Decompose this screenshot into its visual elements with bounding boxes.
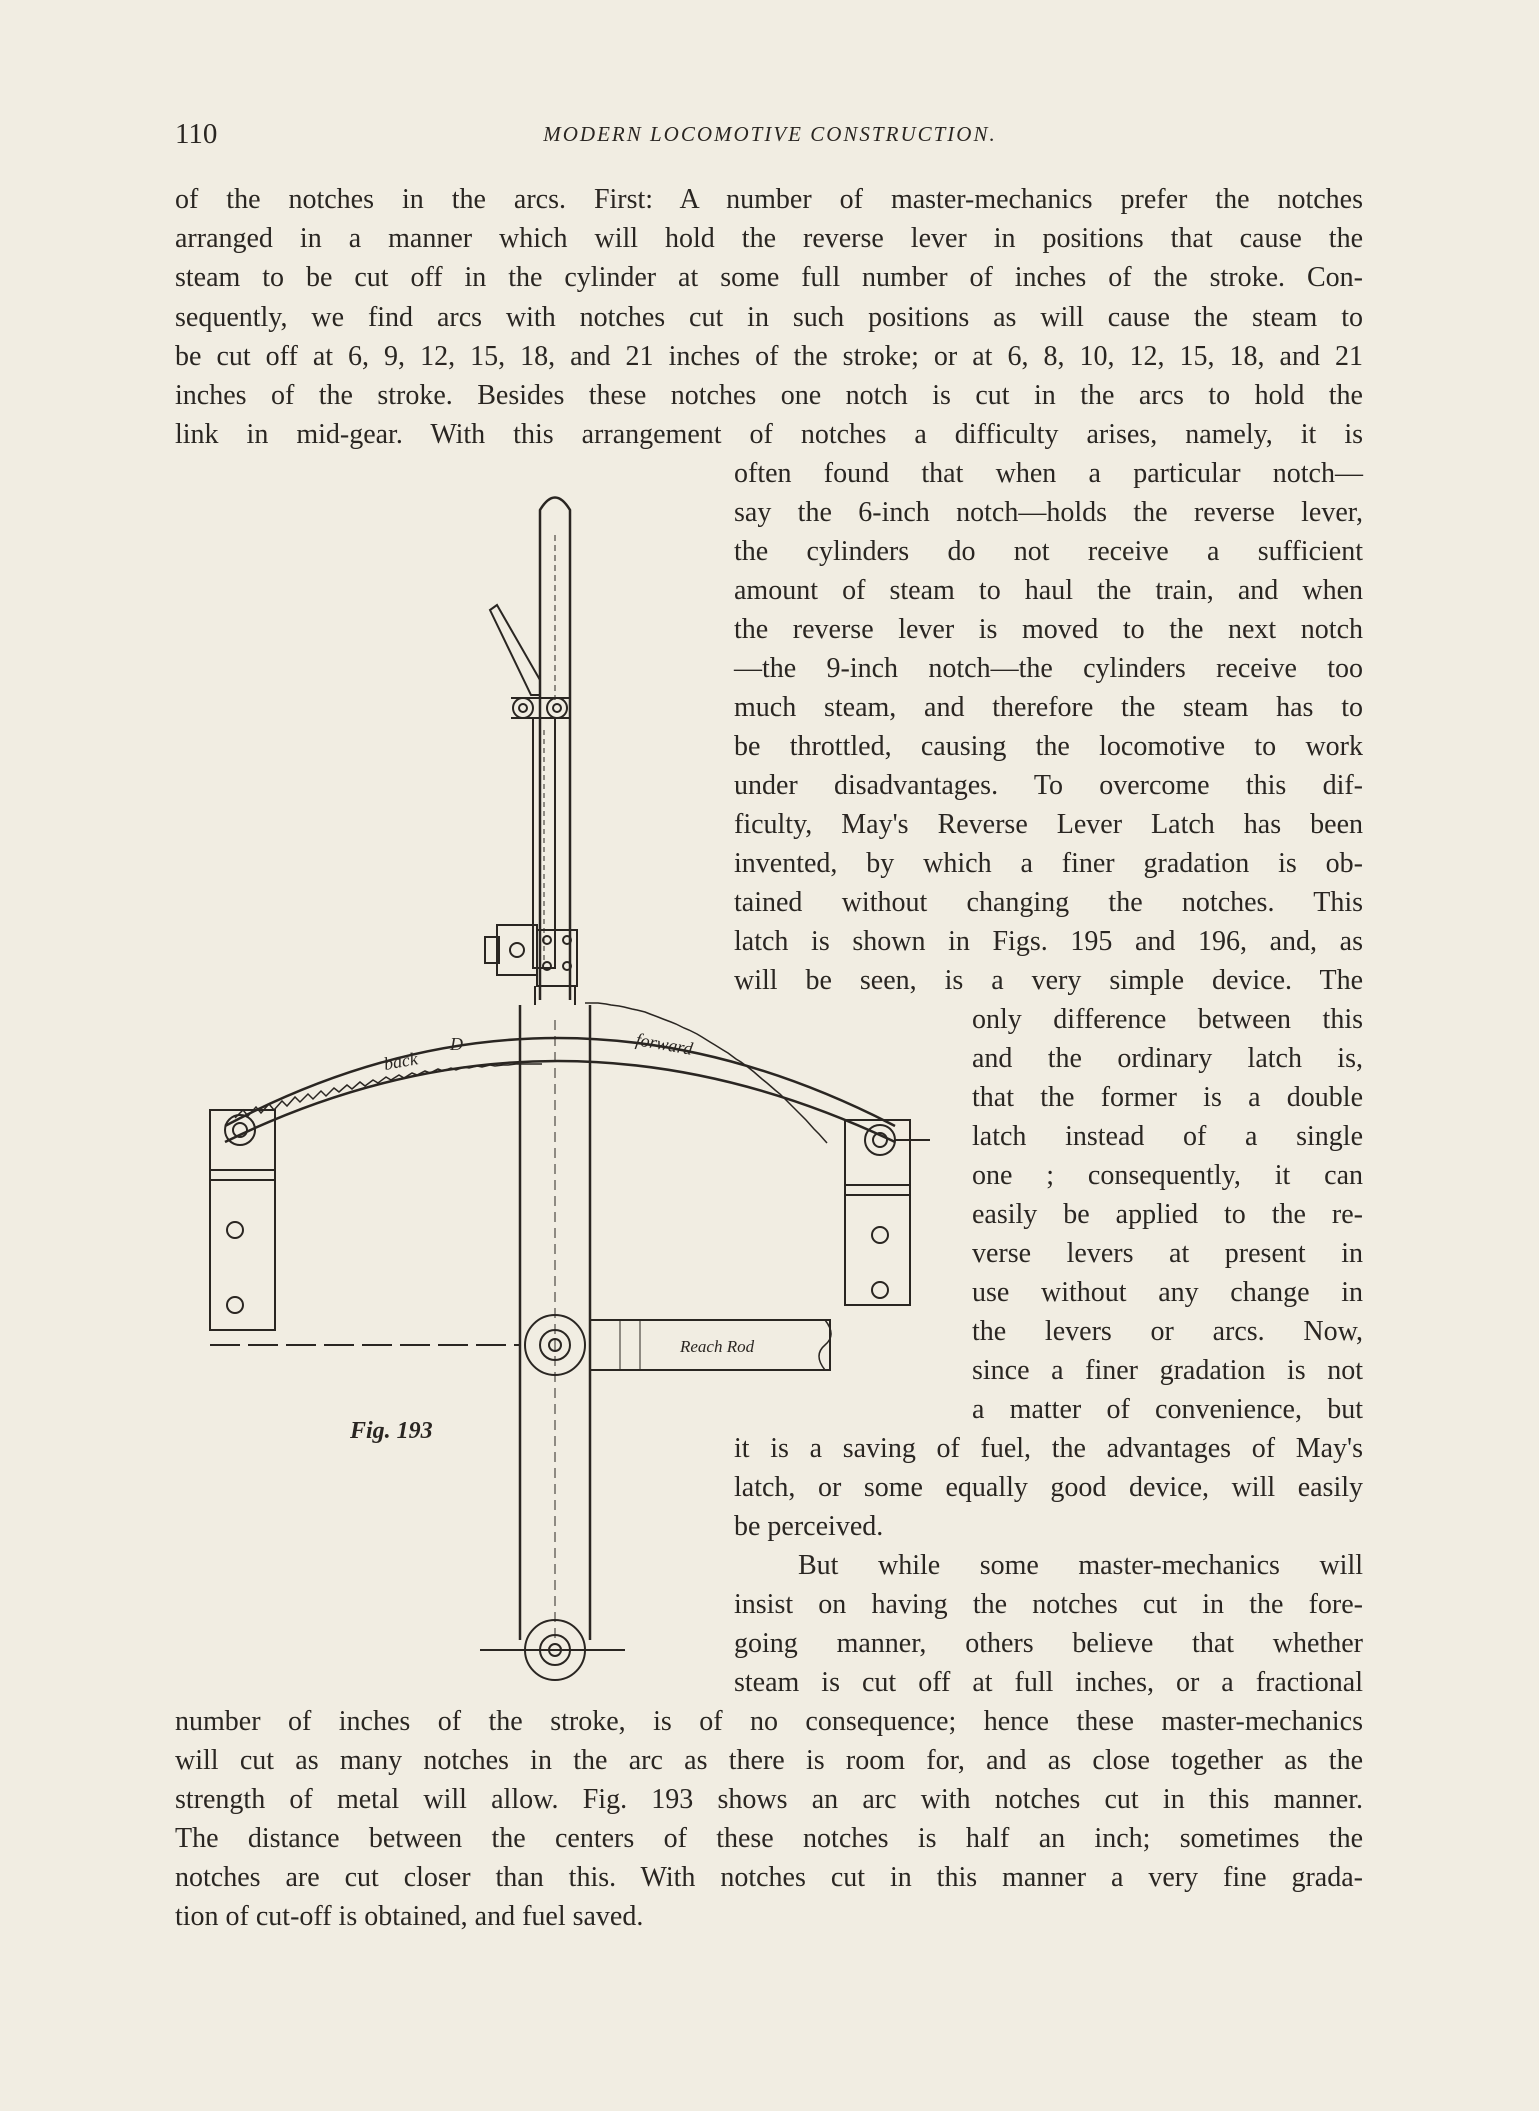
text-line: use without any change in xyxy=(972,1277,1363,1308)
text-line: But while some master-mechanics will xyxy=(798,1550,1363,1581)
page-header xyxy=(175,118,1365,158)
text-line: only difference between this xyxy=(972,1004,1363,1035)
text-line: a matter of convenience, but xyxy=(972,1394,1363,1425)
text-line: verse levers at present in xyxy=(972,1238,1363,1269)
text-line: ficulty, May's Reverse Lever Latch has been xyxy=(734,809,1363,840)
text-line: inches of the stroke. Besides these notches one notch is cut in the arcs to hold the xyxy=(175,380,1363,411)
label-d: D xyxy=(450,1034,463,1054)
text-line: steam to be cut off in the cylinder at some full number of inches of the stroke. Con- xyxy=(175,262,1363,293)
text-line: insist on having the notches cut in the fore- xyxy=(734,1589,1363,1620)
text-line: easily be applied to the re- xyxy=(972,1199,1363,1230)
running-title: MODERN LOCOMOTIVE CONSTRUCTION. xyxy=(543,122,997,146)
text-line: sequently, we find arcs with notches cut in such positions as will cause the steam to xyxy=(175,302,1363,333)
latch-handle xyxy=(490,605,540,695)
text-line: will be seen, is a very simple device. The xyxy=(734,965,1363,996)
text-line: —the 9-inch notch—the cylinders receive too xyxy=(734,653,1363,684)
text-line: the levers or arcs. Now, xyxy=(972,1316,1363,1347)
text-line: steam is cut off at full inches, or a fractional xyxy=(734,1667,1363,1698)
notched-arc xyxy=(225,1038,895,1126)
label-reach-rod: Reach Rod xyxy=(680,1337,755,1356)
text-line: latch, or some equally good device, will easily xyxy=(734,1472,1363,1503)
text-line: arranged in a manner which will hold the reverse lever in positions that cause the xyxy=(175,223,1363,254)
text-line: invented, by which a finer gradation is ob- xyxy=(734,848,1363,879)
text-line: latch instead of a single xyxy=(972,1121,1363,1152)
text-line: number of inches of the stroke, is of no consequence; hence these master-mechanics xyxy=(175,1706,1363,1737)
text-line: amount of steam to haul the train, and when xyxy=(734,575,1363,606)
text-line: notches are cut closer than this. With notches cut in this manner a very fine grada- xyxy=(175,1862,1363,1893)
text-line: tained without changing the notches. This xyxy=(734,887,1363,918)
text-line: since a finer gradation is not xyxy=(972,1355,1363,1386)
text-line: it is a saving of fuel, the advantages of May's xyxy=(734,1433,1363,1464)
text-line: tion of cut-off is obtained, and fuel saved. xyxy=(175,1901,644,1932)
pin-icon xyxy=(513,698,533,718)
text-line: often found that when a particular notch— xyxy=(734,458,1363,489)
text-line: will cut as many notches in the arc as there is room for, and as close together as the xyxy=(175,1745,1363,1776)
text-line: link in mid-gear. With this arrangement of notches a difficulty arises, namely, it is xyxy=(175,419,1363,450)
text-line: be cut off at 6, 9, 12, 15, 18, and 21 inches of the stroke; or at 6, 8, 10, 12, 15, 18, and 21 xyxy=(175,341,1363,372)
text-line: say the 6-inch notch—holds the reverse lever, xyxy=(734,497,1363,528)
pin-icon xyxy=(547,698,567,718)
text-line: that the former is a double xyxy=(972,1082,1363,1113)
text-line: of the notches in the arcs. First: A number of master-mechanics prefer the notches xyxy=(175,184,1363,215)
text-line: one ; consequently, it can xyxy=(972,1160,1363,1191)
figure-caption: Fig. 193 xyxy=(350,1418,433,1444)
left-bracket xyxy=(210,1110,275,1330)
page-number: 110 xyxy=(175,118,218,150)
label-forward: forward xyxy=(634,1029,695,1059)
text-line: be perceived. xyxy=(734,1511,884,1542)
figure-reverse-lever-arc xyxy=(195,490,935,1700)
latch-block xyxy=(497,925,537,975)
text-line: the reverse lever is moved to the next notch xyxy=(734,614,1363,645)
text-line: the cylinders do not receive a sufficient xyxy=(734,536,1363,567)
label-back: back xyxy=(382,1048,420,1074)
text-line: latch is shown in Figs. 195 and 196, and, as xyxy=(734,926,1363,957)
text-line: much steam, and therefore the steam has to xyxy=(734,692,1363,723)
text-line: going manner, others believe that whether xyxy=(734,1628,1363,1659)
text-line: be throttled, causing the locomotive to work xyxy=(734,731,1363,762)
text-line: The distance between the centers of these notches is half an inch; sometimes the xyxy=(175,1823,1363,1854)
text-line: and the ordinary latch is, xyxy=(972,1043,1363,1074)
right-bracket xyxy=(845,1120,910,1305)
text-line: under disadvantages. To overcome this dif- xyxy=(734,770,1363,801)
text-line: strength of metal will allow. Fig. 193 shows an arc with notches cut in this manner. xyxy=(175,1784,1363,1815)
